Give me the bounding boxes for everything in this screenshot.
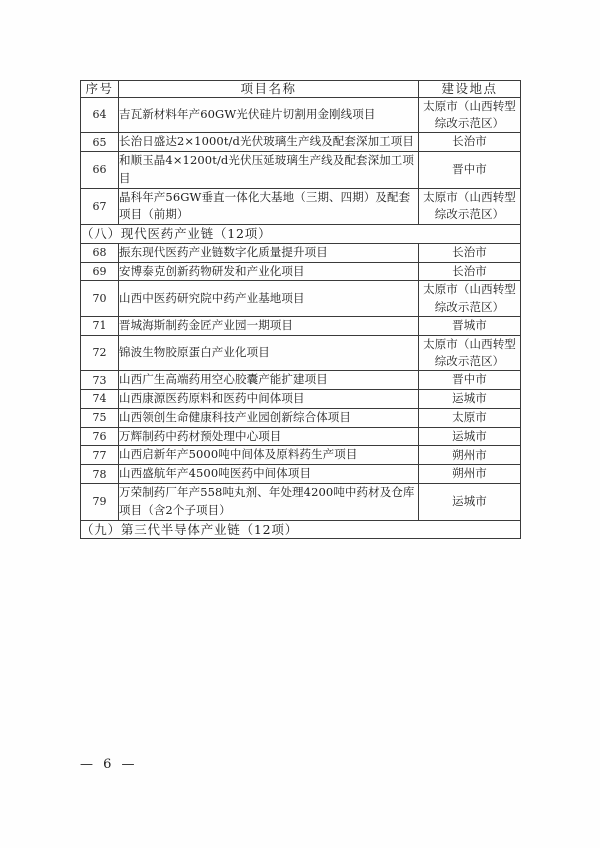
- table-header: [81, 81, 521, 98]
- cell-project-name: 晋城海斯制药金匠产业园一期项目: [119, 316, 419, 335]
- cell-project-name: 山西启新年产5000吨中间体及原料药生产项目: [119, 446, 419, 465]
- table-row: [81, 408, 521, 427]
- cell-location: 运城市: [419, 484, 521, 521]
- page-number-footer: — 6 —: [80, 757, 138, 772]
- table-row: [81, 188, 521, 225]
- table-row: [81, 151, 521, 188]
- section-title: （八）现代医药产业链（12项）: [81, 225, 521, 244]
- table-row: [81, 335, 521, 371]
- cell-sequence: 65: [81, 133, 119, 152]
- cell-project-name: 山西领创生命健康科技产业园创新综合体项目: [119, 408, 419, 427]
- cell-project-name: 山西康源医药原料和医药中间体项目: [119, 389, 419, 408]
- cell-sequence: 64: [81, 97, 119, 133]
- cell-sequence: 77: [81, 446, 119, 465]
- table-row: [81, 316, 521, 335]
- column-header-project-name: 项目名称: [119, 81, 419, 98]
- cell-location: 朔州市: [419, 446, 521, 465]
- column-header-location: 建设地点: [419, 81, 521, 98]
- table-row: [81, 427, 521, 446]
- cell-location: 太原市（山西转型综改示范区）: [419, 335, 521, 371]
- table-row: [81, 281, 521, 317]
- cell-sequence: 78: [81, 465, 119, 484]
- cell-location: 长治市: [419, 243, 521, 262]
- cell-project-name: 振东现代医药产业链数字化质量提升项目: [119, 243, 419, 262]
- cell-sequence: 69: [81, 262, 119, 281]
- cell-project-name: 山西广生高端药用空心胶囊产能扩建项目: [119, 371, 419, 390]
- table-row: [81, 371, 521, 390]
- cell-sequence: 70: [81, 281, 119, 317]
- cell-project-name: 万荣制药厂年产558吨丸剂、年处理4200吨中药材及仓库项目（含2个子项目）: [119, 484, 419, 521]
- cell-sequence: 67: [81, 188, 119, 225]
- table-row: [81, 243, 521, 262]
- cell-sequence: 66: [81, 151, 119, 188]
- cell-location: 太原市（山西转型综改示范区）: [419, 281, 521, 317]
- cell-project-name: 万辉制药中药材预处理中心项目: [119, 427, 419, 446]
- column-header-sequence: 序号: [81, 81, 119, 98]
- cell-sequence: 74: [81, 389, 119, 408]
- cell-location: 运城市: [419, 427, 521, 446]
- table-row: [81, 389, 521, 408]
- table-header-row: [81, 81, 521, 98]
- cell-project-name: 长治日盛达2×1000t/d光伏玻璃生产线及配套深加工项目: [119, 133, 419, 152]
- section-header-row: [81, 520, 521, 539]
- table-row: [81, 465, 521, 484]
- cell-location: 朔州市: [419, 465, 521, 484]
- cell-location: 晋中市: [419, 151, 521, 188]
- project-list-table: [80, 80, 521, 539]
- section-header-row: [81, 225, 521, 244]
- cell-sequence: 68: [81, 243, 119, 262]
- cell-project-name: 山西盛航年产4500吨医药中间体项目: [119, 465, 419, 484]
- cell-location: 晋城市: [419, 316, 521, 335]
- table-row: [81, 446, 521, 465]
- table-row: [81, 484, 521, 521]
- cell-project-name: 锦波生物胶原蛋白产业化项目: [119, 335, 419, 371]
- cell-sequence: 75: [81, 408, 119, 427]
- cell-project-name: 晶科年产56GW垂直一体化大基地（三期、四期）及配套项目（前期）: [119, 188, 419, 225]
- cell-location: 晋中市: [419, 371, 521, 390]
- cell-location: 运城市: [419, 389, 521, 408]
- cell-sequence: 71: [81, 316, 119, 335]
- cell-project-name: 和顺玉晶4×1200t/d光伏压延玻璃生产线及配套深加工项目: [119, 151, 419, 188]
- cell-sequence: 72: [81, 335, 119, 371]
- cell-sequence: 73: [81, 371, 119, 390]
- cell-location: 太原市: [419, 408, 521, 427]
- cell-project-name: 山西中医药研究院中药产业基地项目: [119, 281, 419, 317]
- table-row: [81, 97, 521, 133]
- table-row: [81, 262, 521, 281]
- cell-sequence: 79: [81, 484, 119, 521]
- cell-location: 太原市（山西转型综改示范区）: [419, 97, 521, 133]
- cell-sequence: 76: [81, 427, 119, 446]
- section-title: （九）第三代半导体产业链（12项）: [81, 520, 521, 539]
- table-row: [81, 133, 521, 152]
- table-body: [81, 97, 521, 539]
- cell-project-name: 吉瓦新材料年产60GW光伏硅片切割用金刚线项目: [119, 97, 419, 133]
- cell-project-name: 安博泰克创新药物研发和产业化项目: [119, 262, 419, 281]
- cell-location: 长治市: [419, 133, 521, 152]
- cell-location: 长治市: [419, 262, 521, 281]
- cell-location: 太原市（山西转型综改示范区）: [419, 188, 521, 225]
